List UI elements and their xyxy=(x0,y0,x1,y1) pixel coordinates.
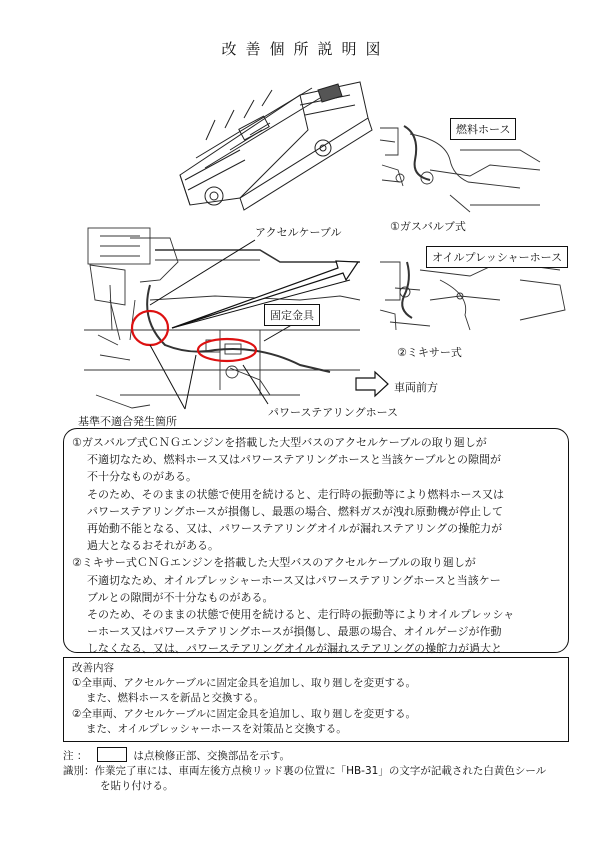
id-text: 作業完了車には、車両左後方点検リッド裏の位置に「HB-31」の文字が記載された白黄色シール xyxy=(94,765,547,777)
note-line xyxy=(63,747,583,764)
desc-line: しなくなる、又は、パワーステアリングオイルが漏れステアリングの操舵力が過大と xyxy=(87,642,503,656)
desc-line: ①ガスバルブ式ＣＮＧエンジンを搭載した大型バスのアクセルケーブルの取り廻しが xyxy=(72,436,487,449)
id-line-2: を貼り付ける。 xyxy=(100,780,174,792)
desc-line: 不適切なため、オイルプレッシャーホース又はパワーステアリングホースと当該ケー xyxy=(87,573,501,587)
vehicle-front-arrow-icon xyxy=(356,372,388,396)
fuel-hose-label: 燃料ホース xyxy=(450,118,516,140)
vehicle-front-label: 車両前方 xyxy=(394,381,438,394)
note-label: 注 ： xyxy=(63,750,88,762)
mixer-inset xyxy=(380,262,565,330)
bus-illustration xyxy=(180,82,372,210)
desc-line: ②ミキサー式ＣＮＧエンジンを搭載した大型バスのアクセルケーブルの取り廻しが xyxy=(72,556,476,570)
notes-section xyxy=(63,747,583,794)
desc-line: そのため、そのままの状態で使用を続けると、走行時の振動等によりオイルプレッシャ xyxy=(87,608,515,622)
id-line xyxy=(63,764,583,779)
power-steering-hose-label: パワーステアリングホース xyxy=(268,406,399,419)
id-label: 識別： xyxy=(63,765,95,777)
improvement-heading: 改善内容 xyxy=(72,662,114,674)
nonconformity-circle-left xyxy=(132,311,168,345)
desc-line: パワーステアリングホースが損傷し、最悪の場合、燃料ガスが洩れ原動機が停止して xyxy=(87,504,504,518)
desc-line: ーホース又はパワーステアリングホースが損傷し、最悪の場合、オイルゲージが作動 xyxy=(87,625,502,639)
page-title: 改善個所説明図 xyxy=(221,40,390,58)
accel-cable-label: アクセルケーブル xyxy=(255,226,342,239)
improvement-box xyxy=(63,657,569,742)
desc-line: そのため、そのままの状態で使用を続けると、走行時の振動等により燃料ホース又は xyxy=(87,487,505,501)
note-text: は点検修正部、交換部品を示す。 xyxy=(133,750,291,762)
gas-valve-type-label: ①ガスバルブ式 xyxy=(390,220,466,233)
improvement-line: また、燃料ホースを新品と交換する。 xyxy=(86,692,264,705)
mixer-type-label: ②ミキサー式 xyxy=(397,346,462,359)
legend-box-icon xyxy=(97,747,127,762)
desc-line: 不十分なものがある。 xyxy=(87,470,197,484)
desc-line: ブルとの隙間が不十分なものがある。 xyxy=(87,590,274,604)
nonconformity-label: 基準不適合発生箇所 xyxy=(78,415,177,428)
improvement-line: ②全車両、アクセルケーブルに固定金具を追加し、取り廻しを変更する。 xyxy=(72,707,416,720)
desc-line: 再始動不能となる、又は、パワーステアリングオイルが漏れステアリングの操舵力が xyxy=(87,522,503,536)
desc-line: 不適切なため、燃料ホース又はパワーステアリングホースと当該ケーブルとの隙間が xyxy=(87,453,502,467)
defect-description-box xyxy=(63,428,569,656)
improvement-line: また、オイルプレッシャーホースを対策品と交換する。 xyxy=(86,722,347,735)
desc-line: 過大となるおそれがある。 xyxy=(87,539,219,553)
fixing-bracket-label: 固定金具 xyxy=(264,304,320,326)
oil-pressure-hose-label: オイルプレッシャーホース xyxy=(426,246,568,268)
improvement-line: ①全車両、アクセルケーブルに固定金具を追加し、取り廻しを変更する。 xyxy=(72,677,416,690)
